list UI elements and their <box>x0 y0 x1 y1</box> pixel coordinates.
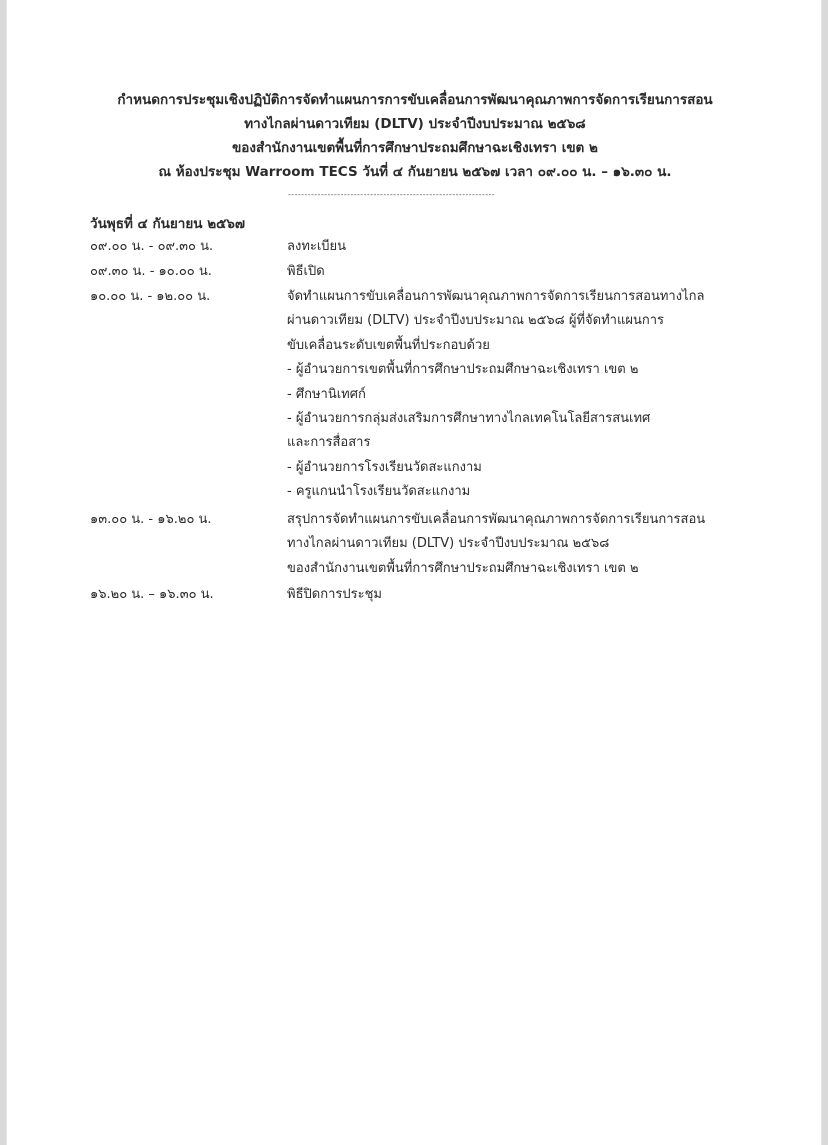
schedule-line: ของสำนักงานเขตพื้นที่การศึกษาประถมศึกษาฉะเชิงเทรา เขต ๒ <box>287 560 639 576</box>
document-title <box>7 88 823 184</box>
day-heading: วันพุธที่ ๔ กันยายน ๒๕๖๗ <box>90 216 246 232</box>
schedule-time: ๑๖.๒๐ น. – ๑๖.๓๐ น. <box>90 587 214 602</box>
schedule-description <box>287 285 747 505</box>
schedule-line: จัดทำแผนการขับเคลื่อนการพัฒนาคุณภาพการจัดการเรียนการสอนทางไกล <box>287 289 705 304</box>
schedule-line: ผ่านดาวเทียม (DLTV) ประจำปีงบประมาณ ๒๕๖๘ ผู้ที่จัดทำแผนการ <box>287 313 664 329</box>
schedule-line: และการสื่อสาร <box>287 435 371 451</box>
schedule-time: ๐๙.๐๐ น. - ๐๙.๓๐ น. <box>90 239 214 254</box>
schedule-time: ๑๐.๐๐ น. - ๑๒.๐๐ น. <box>90 289 211 304</box>
schedule-time: ๑๓.๐๐ น. - ๑๖.๒๐ น. <box>90 512 212 527</box>
title-line-3: ของสำนักงานเขตพื้นที่การศึกษาประถมศึกษาฉะเชิงเทรา เขต ๒ <box>232 140 598 156</box>
schedule-line: พิธีเปิด <box>287 264 325 279</box>
title-divider: --------------------------------------------------------------- <box>288 190 496 199</box>
schedule-line: ทางไกลผ่านดาวเทียม (DLTV) ประจำปีงบประมาณ ๒๕๖๘ <box>287 536 610 552</box>
schedule-description <box>287 260 747 284</box>
schedule-line: - ผู้อำนวยการเขตพื้นที่การศึกษาประถมศึกษาฉะเชิงเทรา เขต ๒ <box>287 362 639 378</box>
title-line-1: กำหนดการประชุมเชิงปฏิบัติการจัดทำแผนการการขับเคลื่อนการพัฒนาคุณภาพการจัดการเรียนการสอน <box>117 92 713 108</box>
schedule-line: ขับเคลื่อนระดับเขตพื้นที่ประกอบด้วย <box>287 337 490 353</box>
title-line-2: ทางไกลผ่านดาวเทียม (DLTV) ประจำปีงบประมาณ ๒๕๖๘ <box>244 116 586 132</box>
schedule-description <box>287 583 747 607</box>
schedule-time: ๐๙.๓๐ น. - ๑๐.๐๐ น. <box>90 264 212 279</box>
schedule-line: - ศึกษานิเทศก์ <box>287 386 366 402</box>
schedule-line: พิธีปิดการประชุม <box>287 587 382 602</box>
schedule-description <box>287 508 747 581</box>
schedule-line: - ผู้อำนวยการกลุ่มส่งเสริมการศึกษาทางไกลเทคโนโลยีสารสนเทศ <box>287 411 651 427</box>
document-page <box>6 0 822 1145</box>
schedule-description <box>287 235 747 259</box>
schedule-line: - ครูแกนนำโรงเรียนวัดสะแกงาม <box>287 484 471 500</box>
schedule-line: - ผู้อำนวยการโรงเรียนวัดสะแกงาม <box>287 459 482 475</box>
schedule-line: ลงทะเบียน <box>287 239 347 254</box>
schedule-line: สรุปการจัดทำแผนการขับเคลื่อนการพัฒนาคุณภาพการจัดการเรียนการสอน <box>287 512 706 527</box>
title-line-4: ณ ห้องประชุม Warroom TECS วันที่ ๔ กันยายน ๒๕๖๗ เวลา ๐๙.๐๐ น. – ๑๖.๓๐ น. <box>158 164 672 180</box>
